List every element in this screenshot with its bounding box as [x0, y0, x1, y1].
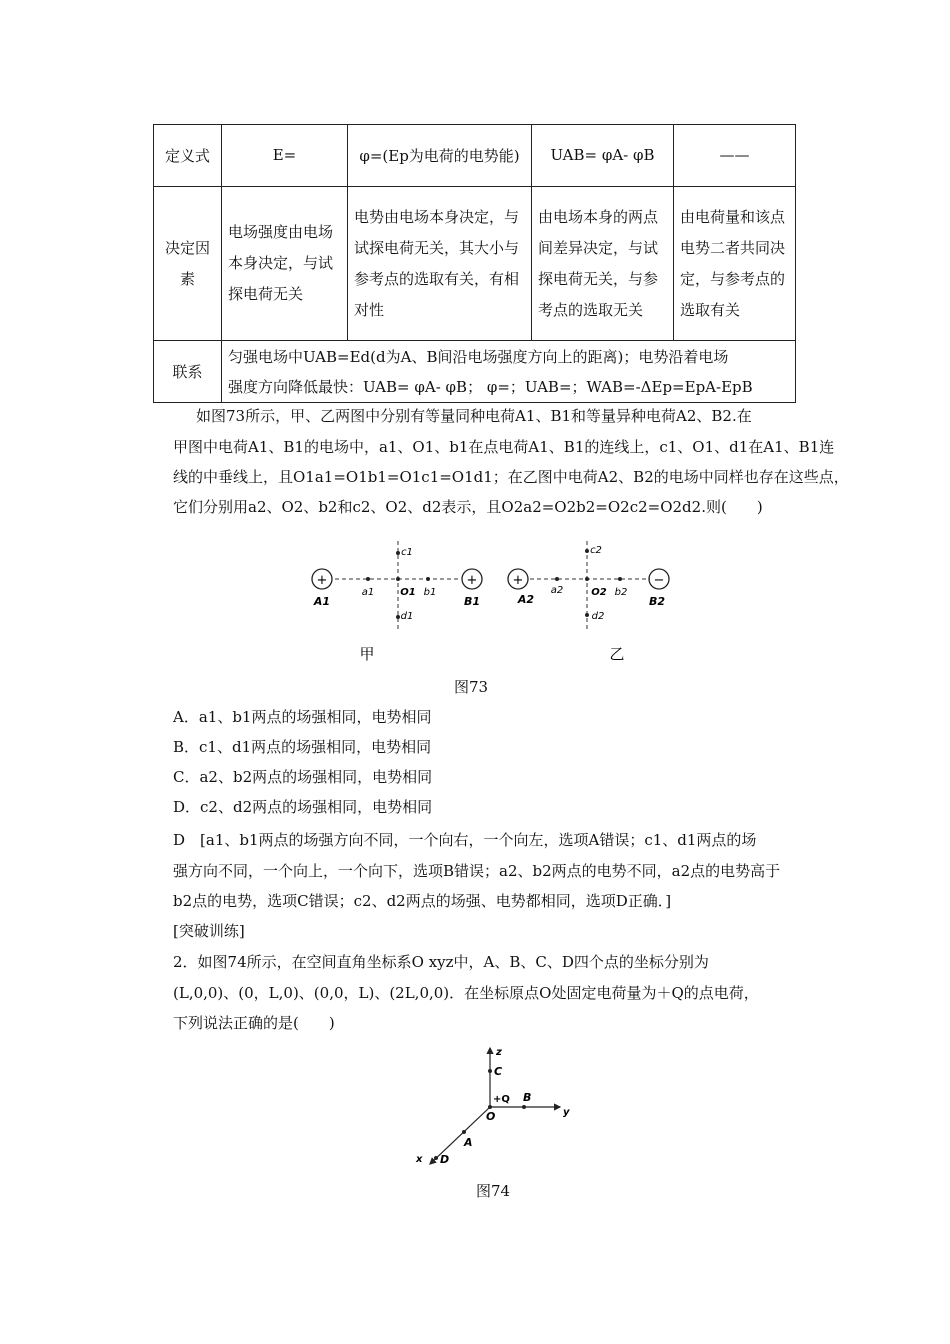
- point-a1: [366, 577, 370, 581]
- label-b1: b1: [423, 587, 437, 598]
- label-a1-charge: A1: [313, 595, 331, 608]
- label-d: D: [440, 1153, 450, 1166]
- label-b2: b2: [614, 587, 628, 598]
- figure-74: [410, 1040, 590, 1170]
- diagram-opposite-charges: [508, 541, 669, 663]
- option-a: A．a1、b1两点的场强相同，电势相同: [173, 708, 432, 726]
- label-x: x: [416, 1154, 423, 1165]
- label-o1: O1: [400, 587, 416, 598]
- label-b: B: [523, 1091, 532, 1104]
- label-d2: d2: [591, 611, 605, 622]
- label-c1: c1: [401, 547, 413, 558]
- q1-line-2: 甲图中电荷A1、B1的电场中，a1、O1、b1在点电荷A1、B1的连线上，c1、O1、d1在A1、B1连: [173, 438, 835, 456]
- figure-73: [300, 535, 680, 665]
- comparison-table: [153, 124, 796, 403]
- label-d1: d1: [400, 611, 414, 622]
- point-b: [522, 1105, 526, 1109]
- row-head-factors: 决定因素: [154, 187, 222, 341]
- table-row: [154, 341, 796, 403]
- label-a: A: [464, 1136, 473, 1149]
- answer-line-1: D [a1、b1两点的场强方向不同，一个向右，一个向左，选项A错误；c1、d1两点的场: [173, 831, 757, 849]
- diagram-same-charges: [312, 541, 482, 663]
- point-d1: [396, 615, 400, 619]
- point-c1: [396, 551, 400, 555]
- q1-line-1: 如图73所示，甲、乙两图中分别有等量同种电荷A1、B1和等量异种电荷A2、B2.在: [196, 407, 752, 425]
- cell-relation: [222, 341, 796, 403]
- point-a2: [555, 577, 559, 581]
- point-c2: [585, 549, 589, 553]
- table-row: [154, 125, 796, 187]
- cell-ep-definition: ——: [674, 125, 796, 187]
- charge-b2-sign: −: [653, 573, 665, 588]
- answer-line-3: b2点的电势，选项C错误；c2、d2两点的场强、电势都相同，选项D正确．]: [173, 892, 672, 910]
- q1-line-3: 线的中垂线上，且O1a1=O1b1=O1c1=O1d1；在乙图中电荷A2、B2的电场中同样也存在这些点，: [173, 468, 849, 486]
- label-c: C: [494, 1065, 503, 1078]
- q1-line-4: 它们分别用a2、O2、b2和c2、O2、d2表示，且O2a2=O2b2=O2c2=O2d2.则( ): [173, 498, 763, 516]
- point-b2: [618, 577, 622, 581]
- relation-line-1: 匀强电场中UAB=Ed(d为A、B间沿电场强度方向上的距离)；电势沿着电场: [228, 347, 729, 366]
- label-z: z: [496, 1047, 502, 1058]
- charge-b1-sign: +: [466, 573, 478, 588]
- point-o1: [396, 577, 400, 581]
- label-plus-q: +Q: [493, 1094, 510, 1105]
- point-o2: [585, 577, 589, 581]
- x-axis: [430, 1107, 490, 1164]
- row-head-relation: 联系: [154, 341, 222, 403]
- label-a2-charge: A2: [517, 593, 535, 606]
- training-heading: [突破训练]: [173, 922, 245, 940]
- row-head-definition: 定义式: [154, 125, 222, 187]
- label-b1-charge: B1: [463, 595, 481, 608]
- figure-74-caption: 图74: [476, 1182, 511, 1200]
- cell-e-definition: E=: [222, 125, 348, 187]
- point-d: [434, 1156, 438, 1160]
- option-c: C．a2、b2两点的场强相同，电势相同: [173, 768, 433, 786]
- option-b: B．c1、d1两点的场强相同，电势相同: [173, 738, 432, 756]
- cell-e-factors: 电场强度由电场本身决定，与试探电荷无关: [222, 187, 348, 341]
- answer-line-2: 强方向不同，一个向上，一个向下，选项B错误；a2、b2两点的电势不同，a2点的电势高于: [173, 862, 781, 880]
- label-o: O: [486, 1110, 496, 1123]
- cell-uab-definition: UAB= φA- φB: [532, 125, 674, 187]
- charge-a2-sign: +: [512, 573, 524, 588]
- point-b1: [426, 577, 430, 581]
- label-jia: 甲: [359, 645, 375, 663]
- table-row: [154, 187, 796, 341]
- label-b2-charge: B2: [648, 595, 666, 608]
- label-c2: c2: [590, 545, 602, 556]
- q2-line-3: 下列说法正确的是( ): [173, 1014, 335, 1032]
- point-d2: [585, 613, 589, 617]
- label-a2: a2: [550, 585, 564, 596]
- cell-uab-factors: 由电场本身的两点间差异决定，与试探电荷无关，与参考点的选取无关: [532, 187, 674, 341]
- figure-73-caption: 图73: [454, 678, 489, 696]
- cell-phi-factors: 电势由电场本身决定，与试探电荷无关，其大小与参考点的选取有关，有相对性: [348, 187, 532, 341]
- cell-ep-factors: 由电荷量和该点电势二者共同决定，与参考点的选取有关: [674, 187, 796, 341]
- point-o: [488, 1105, 492, 1109]
- charge-a1-sign: +: [316, 573, 328, 588]
- label-y: y: [563, 1107, 570, 1118]
- relation-line-2: 强度方向降低最快：UAB= φA- φB； φ=；UAB=；WAB=-ΔEp=EpA-EpB: [228, 377, 753, 396]
- q2-line-1: 2．如图74所示，在空间直角坐标系O xyz中，A、B、C、D四个点的坐标分别为: [173, 953, 709, 971]
- option-d: D．c2、d2两点的场强相同，电势相同: [173, 798, 433, 816]
- label-o2: O2: [591, 587, 607, 598]
- point-c: [488, 1069, 492, 1073]
- cell-phi-definition: φ=(Ep为电荷的电势能): [348, 125, 532, 187]
- q2-line-2: (L,0,0)、(0，L,0)、(0,0，L)、(2L,0,0)．在坐标原点O处固定电荷量为＋Q的点电荷，: [173, 984, 759, 1002]
- point-a: [462, 1130, 466, 1134]
- label-yi: 乙: [609, 645, 625, 663]
- label-a1: a1: [361, 587, 375, 598]
